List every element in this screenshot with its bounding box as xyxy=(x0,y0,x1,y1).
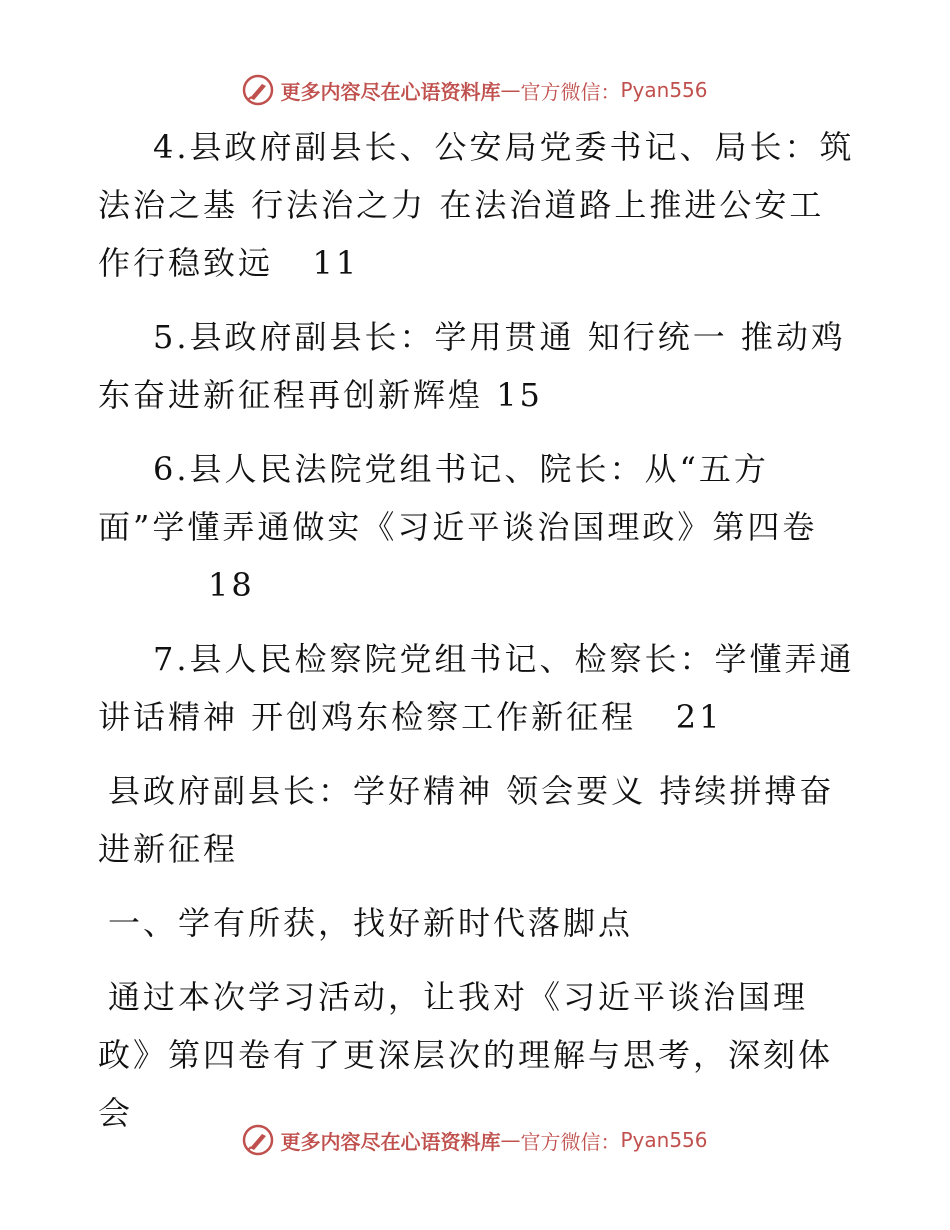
watermark-dash: — xyxy=(500,1128,521,1152)
toc-entry xyxy=(98,440,858,614)
toc-entry xyxy=(98,308,858,424)
watermark-label: 官方微信： xyxy=(520,79,621,104)
watermark-main-text: 更多内容尽在心语资料库 xyxy=(280,79,501,104)
toc-entry-text: 5.县政府副县长：学用贯通 知行统一 推动鸡东奋进新征程再创新辉煌 xyxy=(98,318,846,414)
watermark-wechat-id: Pyan556 xyxy=(620,78,708,102)
watermark-wechat-id: Pyan556 xyxy=(620,1128,708,1152)
toc-entry xyxy=(98,630,858,746)
header-watermark xyxy=(0,70,950,110)
footer-watermark xyxy=(0,1120,950,1160)
document-content xyxy=(98,118,858,1158)
toc-entry-page: 18 xyxy=(208,566,255,604)
toc-entry-page: 21 xyxy=(675,698,723,736)
toc-entry-page: 11 xyxy=(312,244,360,282)
toc-entry-text: 7.县人民检察院党组书记、检察长：学懂弄通讲话精神 开创鸡东检察工作新征程 xyxy=(98,640,855,736)
toc-entry-text: 6.县人民法院党组书记、院长：从“五方面”学懂弄通做实《习近平谈治国理政》第四卷 xyxy=(98,450,818,546)
toc-entry xyxy=(98,118,858,292)
body-paragraph: 通过本次学习活动，让我对《习近平谈治国理政》第四卷有了更深层次的理解与思考，深刻体会 xyxy=(98,978,834,1132)
toc-entry-text: 4.县政府副县长、公安局党委书记、局长：筑法治之基 行法治之力 在法治道路上推进公安工作行稳致远 xyxy=(98,128,855,282)
toc-entry-page: 15 xyxy=(496,376,543,414)
watermark-dash: — xyxy=(500,78,521,102)
section-heading: 一、学有所获，找好新时代落脚点 xyxy=(108,904,634,942)
article-title: 县政府副县长：学好精神 领会要义 持续拼搏奋进新征程 xyxy=(98,772,835,868)
watermark-label: 官方微信： xyxy=(520,1129,621,1154)
pen-logo-icon xyxy=(242,1124,274,1156)
pen-logo-icon xyxy=(242,74,274,106)
watermark-main-text: 更多内容尽在心语资料库 xyxy=(280,1129,501,1154)
